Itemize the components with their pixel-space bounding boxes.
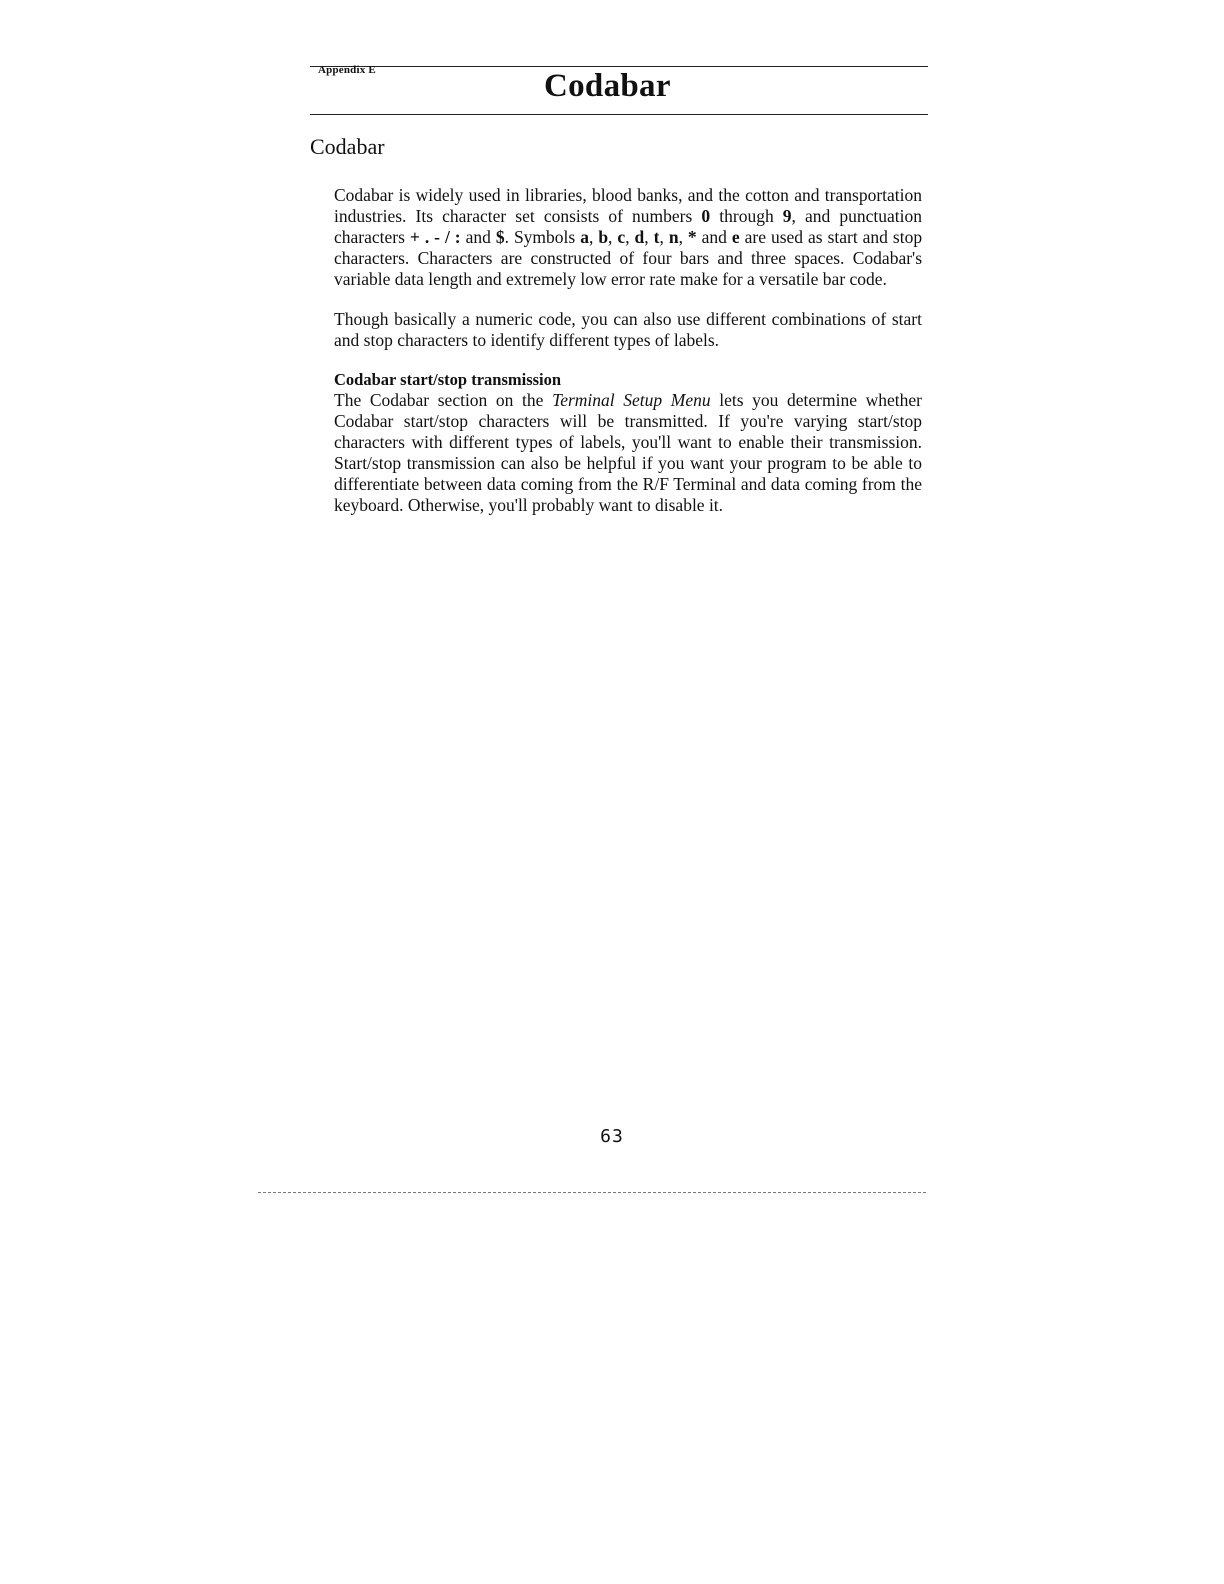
text-run: are used as start and stop characters. Characters are constructed of four bars and three spaces. Codabar's variable data length and extremely low error rate make for a versatile bar code. (334, 227, 923, 289)
bold-run: + . - / : (409, 227, 461, 247)
appendix-label: Appendix E (318, 64, 376, 76)
text-run: , (644, 227, 654, 247)
header-bottom-rule (310, 114, 928, 115)
footer-rule (258, 1192, 926, 1193)
paragraph-numeric-code: Though basically a numeric code, you can also use different combinations of start and stop characters to identify different types of labels. (334, 309, 922, 350)
bold-run: 9 (782, 206, 792, 226)
text-run: , (625, 227, 635, 247)
paragraph-start-stop (334, 390, 922, 516)
paragraph-intro (334, 185, 922, 290)
bold-run: b (598, 227, 609, 247)
text-run: , (678, 227, 688, 247)
section-title: Codabar (310, 134, 385, 159)
subsection-heading: Codabar start/stop transmission (334, 370, 562, 389)
menu-name-italic: Terminal Setup Menu (552, 390, 711, 410)
bold-run: a (580, 227, 589, 247)
text-run: lets you determine whether Codabar start/stop characters will be transmitted. If you're varying start/stop characters with different types of labels, you'll want to enable their transmission. Start/stop transmission can also be helpful if you want your program to be able to differentiate between data coming from the R/F Terminal and data coming from the keyboard. Otherwise, you'll probably want to disable it. (334, 390, 922, 515)
text-run: , (588, 227, 599, 247)
bold-run: e (731, 227, 740, 247)
bold-run: * (687, 227, 697, 247)
text-run: and (696, 227, 732, 247)
bold-run: 0 (701, 206, 711, 226)
body-content (334, 185, 922, 535)
bold-run: t (653, 227, 660, 247)
bold-run: d (634, 227, 645, 247)
text-run: , (659, 227, 669, 247)
bold-run: $ (495, 227, 505, 247)
header-top-rule (310, 66, 928, 67)
text-run: The Codabar section on the (334, 390, 553, 410)
text-run: and (460, 227, 496, 247)
bold-run: c (617, 227, 626, 247)
text-run: . Symbols (504, 227, 581, 247)
text-run: , (608, 227, 618, 247)
text-run: through (710, 206, 783, 226)
page-number: 63 (600, 1126, 624, 1147)
page-header-title: Codabar (544, 68, 671, 104)
text-run: , and punctuation characters (334, 206, 922, 247)
bold-run: n (668, 227, 679, 247)
text-run: Codabar is widely used in libraries, blood banks, and the cotton and transportation industries. Its character set consists of numbers (334, 185, 922, 226)
